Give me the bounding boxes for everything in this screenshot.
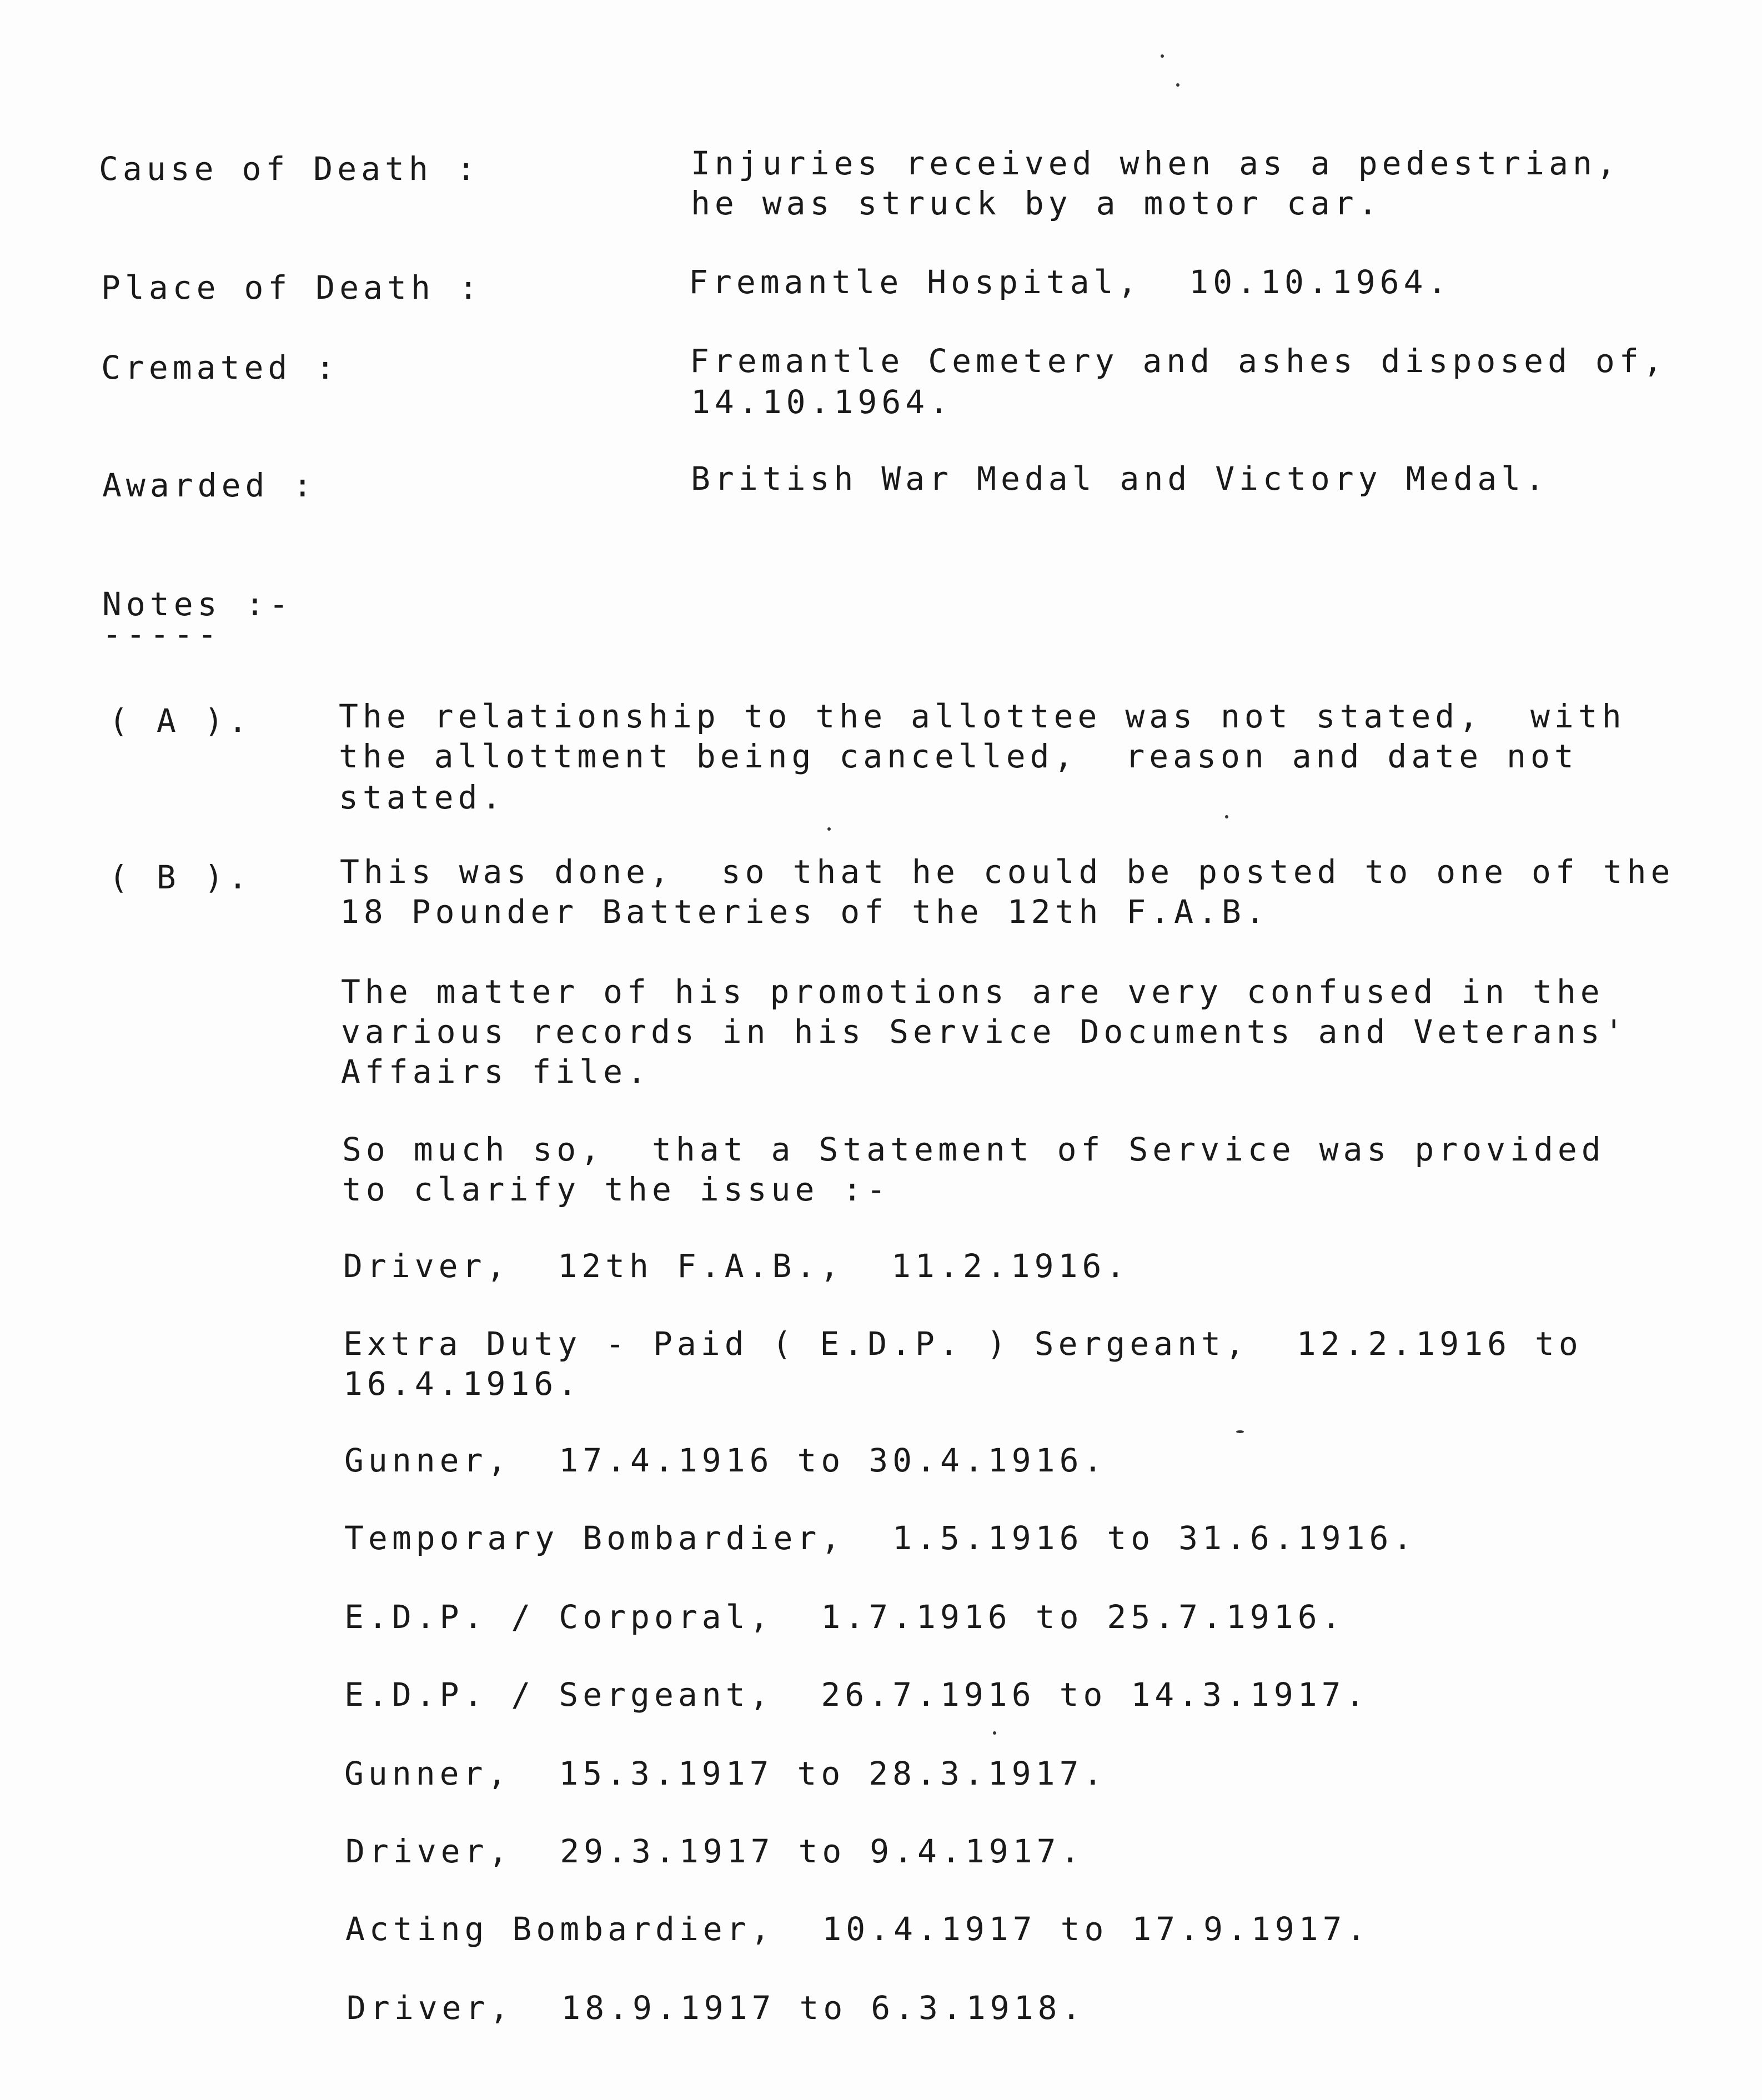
service-record-line: Extra Duty - Paid ( E.D.P. ) Sergeant, 12.2.1916 to xyxy=(343,1325,1583,1363)
service-record-line: Driver, 29.3.1917 to 9.4.1917. xyxy=(345,1832,1085,1870)
service-record-line: E.D.P. / Sergeant, 26.7.1916 to 14.3.1917. xyxy=(344,1676,1369,1714)
cremated-value-line: Fremantle Cemetery and ashes disposed of, xyxy=(690,342,1667,380)
note-b-marker: ( B ). xyxy=(109,858,252,896)
note-b-line: The matter of his promotions are very confused in the xyxy=(341,973,1604,1011)
service-record-line: Gunner, 17.4.1916 to 30.4.1916. xyxy=(344,1441,1107,1479)
service-record-line: Acting Bombardier, 10.4.1917 to 17.9.1917. xyxy=(345,1910,1371,1948)
note-b-line: This was done, so that he could be posted to one of the xyxy=(340,853,1675,891)
cause-of-death-value-line: he was struck by a motor car. xyxy=(691,184,1382,222)
awarded-label: Awarded : xyxy=(102,466,317,504)
cremated-value-line: 14.10.1964. xyxy=(691,383,953,421)
cause-of-death-label: Cause of Death : xyxy=(99,150,480,188)
notes-heading-underline: ----- xyxy=(102,615,222,653)
scan-speck xyxy=(993,1731,996,1735)
service-record-line: Gunner, 15.3.1917 to 28.3.1917. xyxy=(344,1755,1107,1792)
scan-speck xyxy=(1225,815,1228,818)
awarded-value-line: British War Medal and Victory Medal. xyxy=(691,460,1549,498)
note-b-line: to clarify the issue :- xyxy=(342,1170,891,1208)
service-record-line: Temporary Bombardier, 1.5.1916 to 31.6.1916. xyxy=(344,1519,1417,1557)
service-record-line: E.D.P. / Corporal, 1.7.1916 to 25.7.1916. xyxy=(344,1598,1346,1636)
note-b-line: Affairs file. xyxy=(341,1053,651,1091)
note-a-line: The relationship to the allottee was not stated, with xyxy=(339,697,1626,735)
service-record-line: Driver, 18.9.1917 to 6.3.1918. xyxy=(347,1989,1086,2027)
scan-speck xyxy=(1236,1430,1244,1433)
service-record-line: 16.4.1916. xyxy=(343,1365,582,1403)
note-a-line: the allottment being cancelled, reason and date not xyxy=(339,737,1578,775)
note-a-marker: ( A ). xyxy=(109,702,252,740)
service-record-line: Driver, 12th F.A.B., 11.2.1916. xyxy=(343,1247,1130,1285)
notes-heading: Notes :- xyxy=(102,585,293,623)
cremated-label: Cremated : xyxy=(101,349,340,386)
note-b-line: 18 Pounder Batteries of the 12th F.A.B. xyxy=(340,893,1269,931)
place-of-death-label: Place of Death : xyxy=(101,269,483,307)
cause-of-death-value-line: Injuries received when as a pedestrian, xyxy=(691,144,1620,182)
note-a-line: stated. xyxy=(339,778,506,816)
scan-speck xyxy=(1161,54,1164,58)
scan-speck xyxy=(827,827,831,831)
note-b-line: So much so, that a Statement of Service was provided xyxy=(342,1131,1605,1168)
scan-speck xyxy=(1176,83,1179,87)
place-of-death-value-line: Fremantle Hospital, 10.10.1964. xyxy=(689,263,1452,301)
note-b-line: various records in his Service Documents and Veterans' xyxy=(341,1013,1628,1051)
